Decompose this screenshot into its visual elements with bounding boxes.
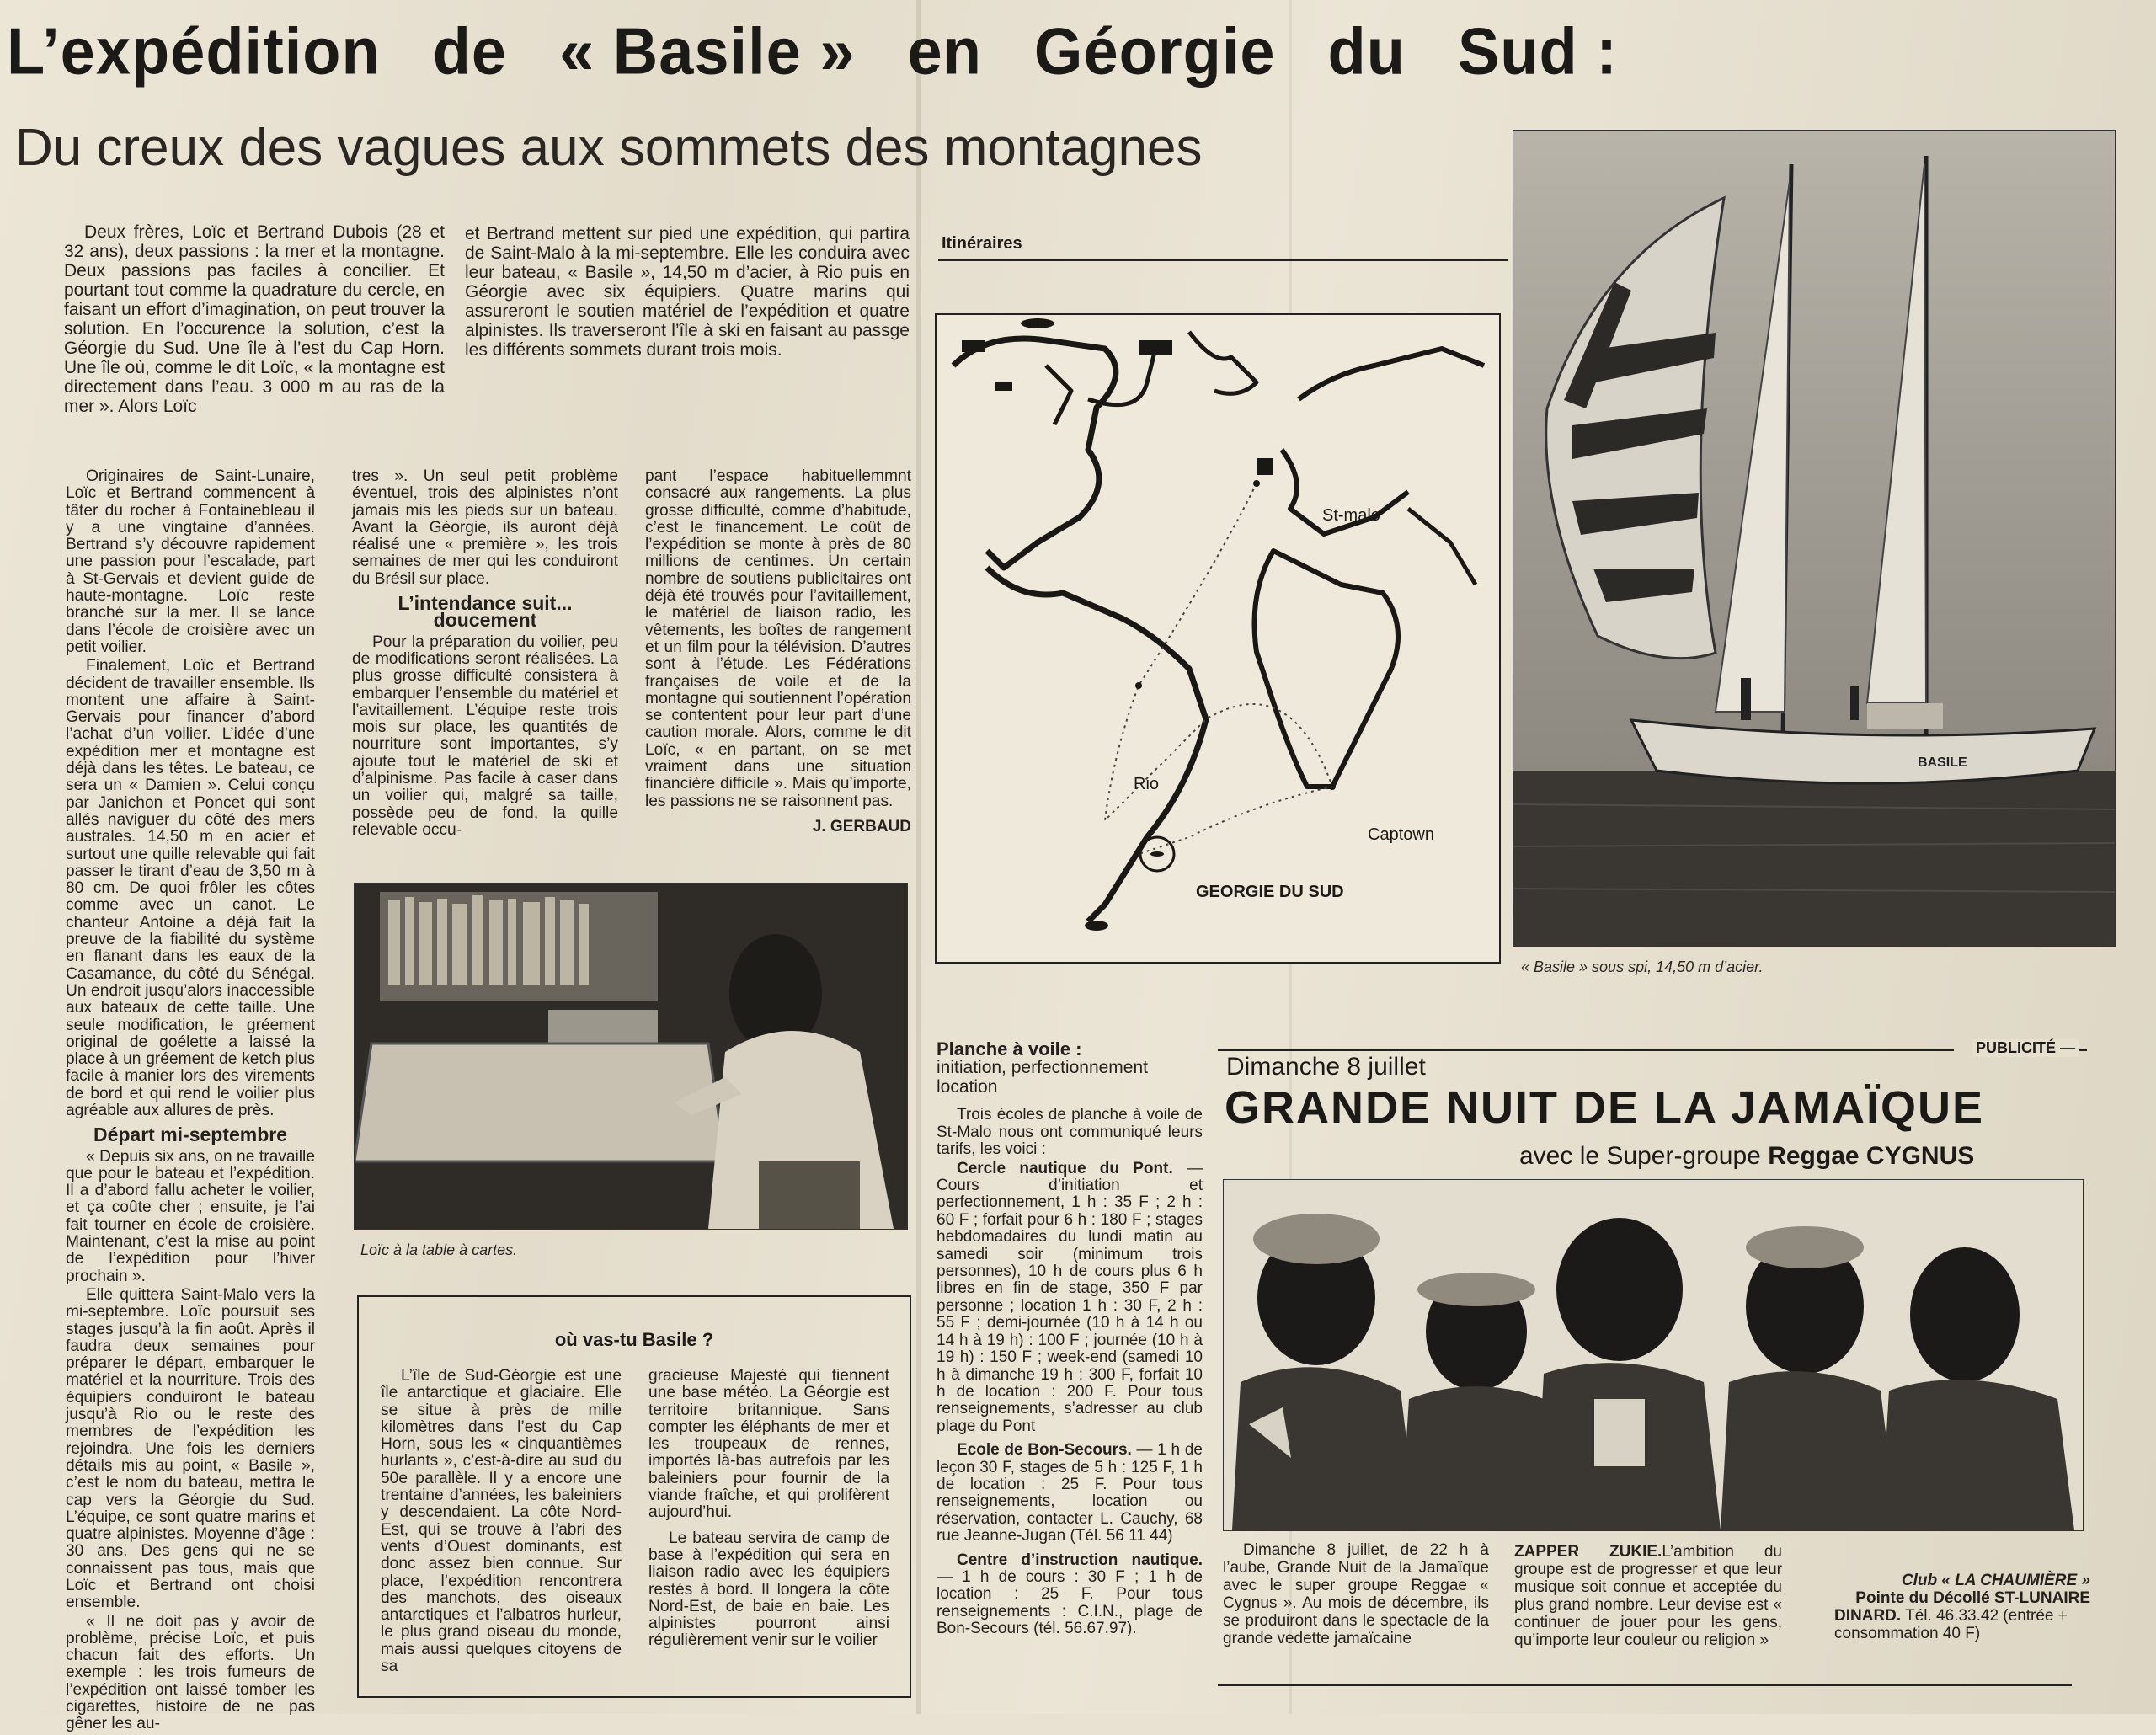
school-text-1: — Cours d’initiation et perfectionnement, 1 h : 35 F ; 2 h : 60 F ; forfait pour 6 h : 180 F ; stages hebdomadaires du lundi matin au samedi soir (minimum trois personnes), 10 h de cours plus 6 h libres en fin de stage, 350 F par personne ; location 1 h : 30 F, 2 h : 55 F ; demi-journée (10 h à 14 h ou 14 h à 19 h) : 100 F ; journée (10 h à 19 h) : 150 F ; week-end (samedi 10 h à dimanche 19 h : 300 F, forfait 10 h de location : 200 F. Pour tous renseignements, s’adresser au club plage du Pont xyxy=(937,1159,1203,1435)
body-paragraph: pant l’espace habituellemmnt consacré aux rangements. La plus grosse difficulté, comme d’habitude, c’est le financement. Le coût de l’expédition se monte à près de 80 millions de centimes. Un certain nombre de soutiens publicitaires ont déjà été trouvés pour l’avitaillement, le matériel de liaison radio, les vêtements, les boîtes de rangement et un film pour la télévision. D’autres sont à l’étude. Les Fédérations françaises de voile et de la montagne qui soutiennent l’opération se contentent pour leur part d’une caution morale. Alors, comme le dit Loïc, « en partant, on se met vraiment dans une situation financière difficile ». Mais qu’importe, les passions ne se raisonnent pas. xyxy=(645,467,911,810)
photo-band-image xyxy=(1224,1180,2083,1530)
map-header: Itinéraires xyxy=(942,234,1022,253)
sidebar-paragraph: L’île de Sud-Géorgie est une île antarctique et glaciaire. Elle se situe à près de mille kilomètres dans l’est du Cap Horn, sous les « cinquantièmes hurlants », c’est-à-dire au sud du 50e parallèle. Il y a encore une trentaine d’années, les baleiniers y descendaient. La côte Nord-Est, qui se trouve à l’abri des vents d’Ouest dominants, est donc assez bien connue. Sur place, l’expédition rencontrera des manchots, des oiseaux antarctiques et l’albatros hurleur, le plus grand oiseau du monde, mais aussi quelques citoyens de sa xyxy=(381,1367,622,1676)
section-heading-intendance: L’intendance suit... doucement xyxy=(398,592,573,632)
ad-club-info xyxy=(1834,1572,2090,1642)
school-name-3: Centre d’instruction nautique. xyxy=(957,1551,1203,1569)
fold-line xyxy=(916,0,921,1714)
photo-chart-table xyxy=(354,883,908,1230)
sidebar-paragraph: Le bateau servira de camp de base à l’expédition qui sera en liaison radio avec les équipiers restés à bord. Il longera la côte Nord-Est, de baie en baie. Les alpinistes pourront ainsi régulièrement venir sur le voilier xyxy=(648,1529,889,1650)
windsurf-subheading: initiation, perfectionnement location xyxy=(937,1058,1148,1097)
hull-name-text: BASILE xyxy=(1918,755,1967,770)
ad-paragraph: Dimanche 8 juillet, de 22 h à l’aube, Grande Nuit de la Jamaïque avec le super groupe Reggae « Cygnus ». Au mois de décembre, ils se produiront dans le spectacle de la grande vedette jamaïcaine xyxy=(1223,1541,1489,1647)
headline-subtitle: Du creux des vagues aux sommets des montagnes xyxy=(15,119,1203,177)
map-label-captown: Captown xyxy=(1368,825,1434,844)
school-name-1: Cercle nautique du Pont. xyxy=(957,1159,1173,1177)
school-name-2: Ecole de Bon-Secours. xyxy=(957,1441,1132,1460)
title-word: L’expédition xyxy=(7,13,381,88)
body-paragraph: « Depuis six ans, on ne travaille que pour le bateau et l’expédition. Il a d’abord fallu acheter le voilier, et ça coûte cher ; ensuite, je l’ai fait tourner en école de croisière. Maintenant, c’est la mise au point de l’expédition pour l’hiver prochain ». xyxy=(66,1147,315,1285)
intro-col-2 xyxy=(465,224,910,361)
body-paragraph: « Il ne doit pas y avoir de problème, précise Loïc, et puis chacun fait des efforts. Un exemple : les trois fumeurs de l’expédition ont laissé tomber les cigarettes, histoire de ne pas gêner les au- xyxy=(66,1612,315,1733)
ad-club-location: Pointe du Décollé ST-LUNAIRE xyxy=(1855,1589,2090,1607)
ad-bottom-rule xyxy=(1218,1684,2072,1686)
intro-paragraph: et Bertrand mettent sur pied une expédition, qui partira de Saint-Malo à la mi-septembre. Elle les conduira avec leur bateau, « Basile », 14,50 m d’acier, à Rio puis en Géorgie avec six équipiers. Quatre marins qui assureront le soutien matériel de l’expédition et quatre alpinistes. Ils traverseront l’île à ski en faisant au passge les différents sommets durant trois mois. xyxy=(465,224,910,360)
headline-title xyxy=(7,13,1670,88)
ad-subtitle xyxy=(1519,1142,1974,1171)
map-header-rule xyxy=(938,259,1508,261)
body-paragraph: Finalement, Loïc et Bertrand décident de travailler ensemble. Ils montent une affaire à Saint-Gervais pour financer d’abord l’achat d’un voilier. L’idée d’une expédition mer et montagne est déjà dans les têtes. Le bateau, ce sera un « Damien ». Celui conçu par Janichon et Poncet qui sont allés naviguer du côté des mers australes. 14,50 m en acier et surtout une quille relevable qui fait passer le tirant d’eau de 3,50 m à 80 cm. De quoi frôler les côtes comme avec un canot. Le chanteur Antoine a déjà fait la preuve de la fiabilité du système en flanant dans les eaux de la Casamance, du côté du Sénégal. Un endroit jusqu’alors inaccessible aux bateaux de cette taille. Une seule modification, le gréement original de goélette a laissé la place à un gréement de ketch plus facile à manier lors des virements de bord et qui rend le voilier plus agréable aux allures de près. xyxy=(66,657,315,1119)
sidebar-title: où vas-tu Basile ? xyxy=(554,1329,714,1350)
body-col-a xyxy=(66,468,315,1735)
body-paragraph: Pour la préparation du voilier, peu de modifications seront réalisées. La plus grosse difficulté consistera à embarquer l’ensemble du matériel et l’avitaillement. L’équipe reste trois mois sur place, les quantités de nourriture sont importantes, s’y ajoute tout le matériel de ski et d’alpinisme. Pas facile à caser dans un voilier qui, malgré sa taille, possède peu de fond, la quille relevable occu- xyxy=(352,633,618,839)
windsurf-heading: Planche à voile : xyxy=(937,1038,1082,1060)
title-word: Géorgie xyxy=(1033,13,1276,88)
route-map-image xyxy=(937,315,1499,962)
body-col-b xyxy=(352,468,618,841)
section-heading-depart: Départ mi-septembre xyxy=(93,1124,288,1146)
sidebar-paragraph: gracieuse Majesté qui tiennent une base météo. La Géorgie est territoire britannique. Sans compter les éléphants de mer et les troupeaux de rennes, importés là-bas autrefois par les baleiniers pour fournir de la viande fraîche, et qui prolifèrent aujourd’hui. xyxy=(648,1367,889,1522)
ad-artist-name: ZAPPER ZUKIE. xyxy=(1514,1543,1662,1561)
ad-text-col-1 xyxy=(1223,1541,1489,1649)
body-paragraph: tres ». Un seul petit problème éventuel, trois des alpinistes n’ont jamais mis les pieds sur un bateau. Avant la Géorgie, ils auront déjà réalisé une « première », les trois semaines de mer qui les conduiront du Brésil sur place. xyxy=(352,467,618,588)
ad-paragraph: L’ambition du groupe est de progresser et que leur musique soit connue et acceptée du plus grand nombre. Leur devise est « continuer de jouer pour les gens, qu’importe leur couleur ou religion » xyxy=(1514,1543,1782,1649)
title-word: « Basile » xyxy=(559,13,856,88)
ad-title: GRANDE NUIT DE LA JAMAÏQUE xyxy=(1225,1082,1985,1133)
body-col-c xyxy=(645,468,911,835)
body-paragraph: Elle quittera Saint-Malo vers la mi-septembre. Loïc poursuit ses stages jusqu’à la fin août. Après il faudra deux semaines pour préparer le départ, embarquer le matériel et la nourriture. Trois des équipiers conduiront le bateau jusqu’à Rio ou le reste des membres de l’expédition les rejoindra. Une fois les derniers détails mis au point, « Basile », c’est le nom du bateau, mettra le cap vers la Géorgie du Sud. L’équipe, ce sont quatre marins et quatre alpinistes. Moyenne d’âge : 30 ans. Des gens qui ne se connaissent pas tous, mais que Loïc et Bertrand ont choisi ensemble. xyxy=(66,1285,315,1612)
photo-caption-desk: Loïc à la table à cartes. xyxy=(360,1241,518,1258)
intro-paragraph: Deux frères, Loïc et Bertrand Dubois (28 et 32 ans), deux passions : la mer et la montagne. Deux passions pas faciles à concilier. Et pourtant tout comme la quadrature du cercle, en faisant un effort d’imagination, on peut trouver la solution. En l’occurence la solution, c’est la Géorgie du Sud. Une île à l’est du Cap Horn. Une île où, comme le dit Loïc, « la montagne est directement dans l’eau. 3 000 m au ras de la mer ». Alors Loïc xyxy=(64,222,445,416)
school-text-2: — 1 h de leçon 30 F, stages de 5 h : 125 F, 1 h de location : 25 F. Pour tous renseignements, location ou réservation, contacter L. Cauchy, 68 rue Jeanne-Jugan (Tél. 56 11 44) xyxy=(937,1441,1203,1545)
photo-caption-boat: « Basile » sous spi, 14,50 m d’acier. xyxy=(1521,958,1764,975)
photo-basile-image xyxy=(1513,131,2115,946)
route-map xyxy=(935,313,1501,964)
sidebar-col-2 xyxy=(648,1368,889,1652)
windsurf-article xyxy=(937,1038,1203,1640)
map-label-georgie: GEORGIE DU SUD xyxy=(1196,883,1344,901)
map-label-rio: Rio xyxy=(1134,775,1160,793)
school-text-3: — 1 h de cours : 30 F ; 1 h de location : 25 F. Pour tous renseignements : C.I.N., plage de Bon-Secours (tél. 56.67.97). xyxy=(937,1567,1203,1638)
ad-top-rule xyxy=(1218,1049,1954,1051)
title-word: de xyxy=(432,13,508,88)
photo-band-cygnus xyxy=(1223,1179,2084,1531)
title-word: en xyxy=(907,13,982,88)
title-word: Sud : xyxy=(1457,13,1618,88)
ad-text-col-2 xyxy=(1514,1543,1782,1651)
ad-publicite-label: PUBLICITÉ — xyxy=(1972,1039,2079,1057)
windsurf-intro: Trois écoles de planche à voile de St-Malo nous ont communiqué leurs tarifs, les voici : xyxy=(937,1106,1203,1159)
ad-club-name: Club « LA CHAUMIÈRE » xyxy=(1901,1572,2090,1589)
title-word: du xyxy=(1327,13,1406,88)
intro-col-1 xyxy=(64,222,445,418)
ad-subtitle-band: Reggae CYGNUS xyxy=(1768,1142,1975,1170)
photo-basile-boat xyxy=(1513,130,2116,947)
body-paragraph: Originaires de Saint-Lunaire, Loïc et Bertrand commencent à tâter du rocher à Fontainebleau il y a une vingtaine d’années. Bertrand s’y découvre rapidement une passion pour l’escalade, part à St-Gervais et devient guide de haute-montagne. Loïc reste branché sur la mer. Il se lance dans l’école de croisière avec un petit voilier. xyxy=(66,467,315,656)
sidebar-col-1 xyxy=(381,1368,622,1677)
map-label-stmalo: St-malo xyxy=(1322,506,1380,525)
photo-chart-table-image xyxy=(355,884,907,1229)
ad-subtitle-prefix: avec le Super-groupe xyxy=(1519,1142,1761,1170)
ad-date: Dimanche 8 juillet xyxy=(1226,1053,1426,1081)
ad-club-contact: Tél. 46.33.42 (entrée + consommation 40 F) xyxy=(1834,1607,2068,1642)
author-signature: J. GERBAUD xyxy=(812,817,911,835)
ad-club-city: DINARD. xyxy=(1834,1607,1902,1625)
